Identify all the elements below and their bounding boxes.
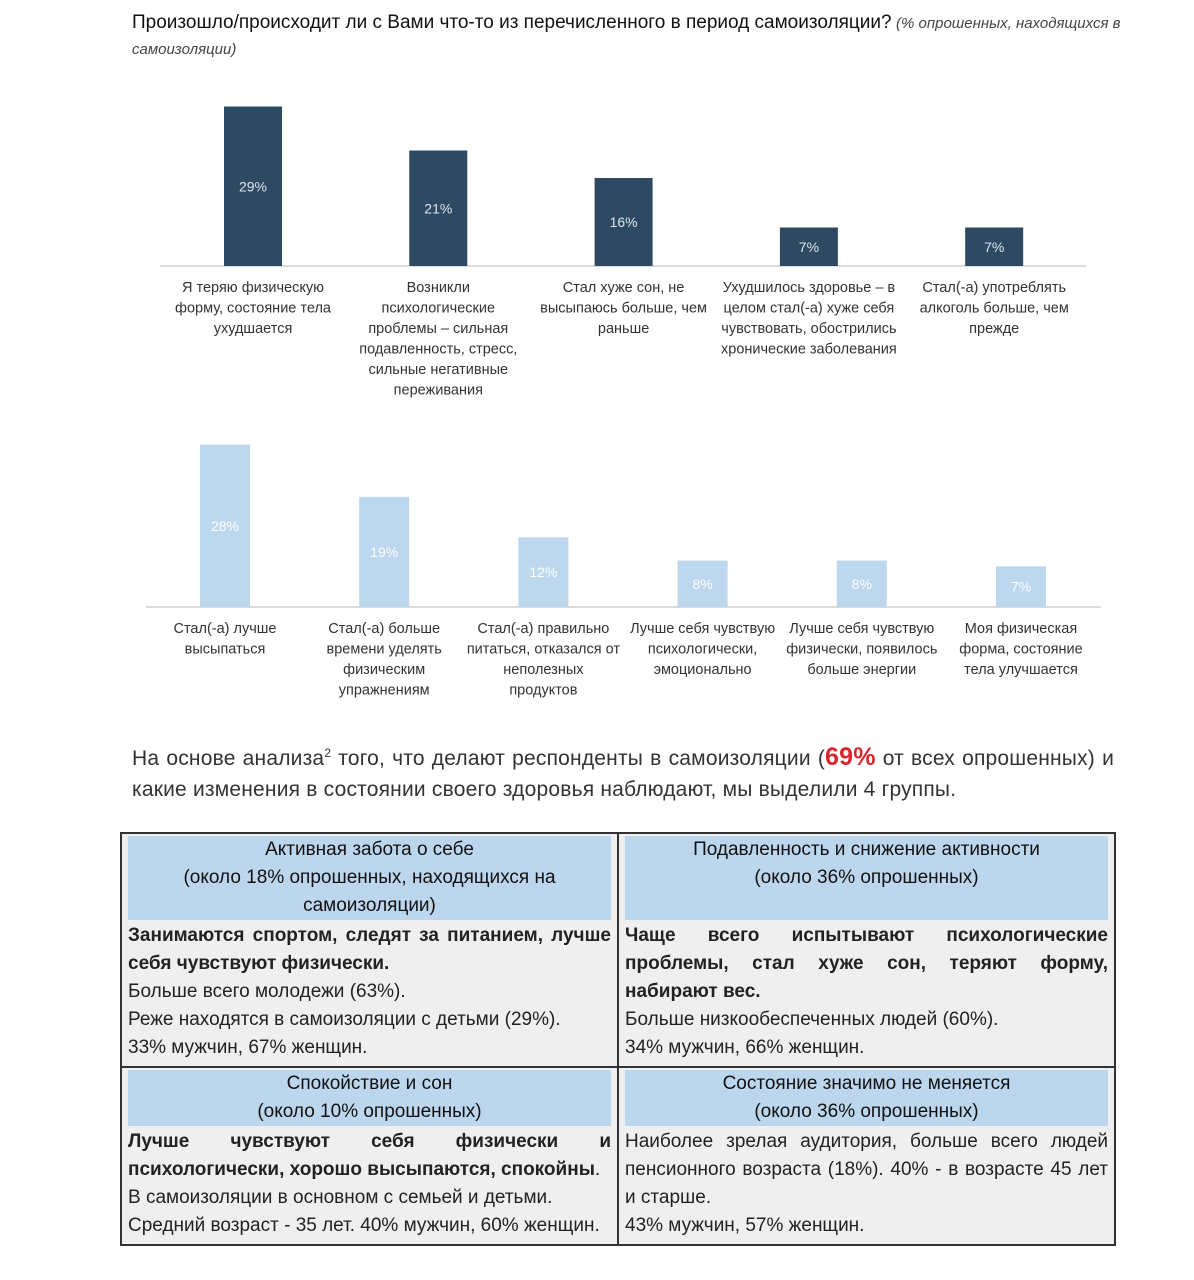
group-summary: Чаще всего испытывают психологические проблемы, стал хуже сон, теряют форму, набирают вес. [625, 925, 1108, 1002]
chart-title-main: Произошло/происходит ли с Вами что-то из перечисленного в период самоизоляции? [132, 12, 892, 33]
tick-label-line: времени уделять [326, 641, 442, 658]
groups-row-1 [121, 833, 1115, 1067]
paragraph-middle: того, что делают респонденты в самоизоляции ( [331, 747, 826, 770]
tick-label-line: психологически, [647, 641, 758, 658]
tick-label-line: чувствовать, обострились [721, 321, 897, 337]
chart-title [132, 10, 1122, 63]
tick-label-line: сильные негативные [368, 362, 509, 378]
group-detail: Реже находятся в самоизоляции с детьми (29%). [128, 1009, 561, 1030]
paragraph-highlight: 69% [825, 743, 876, 771]
data-label: 19% [370, 543, 399, 560]
tick-label-line: упражнениям [338, 682, 430, 699]
data-label: 7% [1010, 578, 1032, 595]
group-header-line: (около 10% опрошенных) [257, 1101, 482, 1122]
group-body [625, 922, 1108, 1062]
group-summary: Лучше чувствуют себя физически и психологически, хорошо высыпаются, спокойны [128, 1131, 611, 1180]
data-label: 16% [609, 214, 638, 230]
group-header-line: Подавленность и снижение активности [693, 839, 1040, 860]
tick-label-line: Лучше себя чувствую [630, 621, 776, 637]
group-header [625, 1070, 1108, 1126]
tick-label [359, 280, 517, 399]
groups-table [120, 832, 1116, 1246]
chart-title-note: (% опрошенных, находящихся в самоизоляции) [132, 15, 1121, 58]
group-detail: 43% мужчин, 57% женщин. [625, 1215, 865, 1236]
data-label: 12% [529, 564, 558, 581]
group-summary: Занимаются спортом, следят за питанием, лучше себя чувствуют физически. [128, 925, 611, 974]
group-detail: 33% мужчин, 67% женщин. [128, 1037, 368, 1058]
group-summary-tail: . [594, 1159, 601, 1180]
tick-label-line: питаться, отказался от [466, 641, 620, 658]
group-detail: 34% мужчин, 66% женщин. [625, 1037, 865, 1058]
tick-label [721, 280, 897, 358]
tick-label-line: Стал(-а) правильно [477, 621, 610, 637]
tick-label-line: больше энергии [807, 662, 917, 678]
tick-label-line: проблемы – сильная [368, 321, 509, 337]
footnote-marker: 2 [324, 746, 332, 760]
tick-label-line: раньше [597, 321, 650, 337]
tick-label [173, 621, 276, 658]
group-header-line: Спокойствие и сон [286, 1073, 453, 1094]
tick-label [959, 621, 1082, 678]
data-label: 8% [692, 575, 713, 592]
tick-label-line: алкоголь больше, чем [919, 300, 1069, 317]
group-body [128, 1128, 611, 1240]
tick-label-line: Возникли [406, 280, 471, 296]
data-label: 28% [210, 517, 240, 534]
tick-label [540, 280, 707, 337]
paragraph-before: На основе анализа [132, 747, 325, 770]
groups-row-2 [121, 1067, 1115, 1245]
tick-label-line: целом стал(-а) хуже себя [723, 300, 895, 317]
tick-label [920, 280, 1069, 337]
data-label: 8% [851, 575, 872, 592]
analysis-paragraph [132, 738, 1114, 805]
tick-label-line: переживания [393, 382, 483, 399]
tick-label [467, 621, 621, 699]
data-label: 7% [984, 238, 1005, 255]
group-body [128, 922, 611, 1062]
tick-label-line: Стал(-а) употреблять [922, 280, 1067, 296]
tick-label-line: Стал хуже сон, не [562, 280, 685, 296]
data-label: 7% [798, 238, 820, 255]
group-header-line: Состояние значимо не меняется [722, 1073, 1011, 1094]
group-detail: Средний возраст - 35 лет. 40% мужчин, 60% женщин. [128, 1215, 600, 1236]
positive-changes-bar-chart [0, 420, 1194, 720]
tick-label [327, 621, 442, 699]
tick-label-line: высыпаюсь больше, чем [540, 300, 708, 317]
tick-label [786, 621, 937, 678]
tick-label-line: тела улучшается [964, 662, 1078, 678]
group-header-line: Активная забота о себе [265, 839, 474, 860]
tick-label-line: Лучше себя чувствую [789, 621, 935, 637]
group-body [625, 1128, 1108, 1240]
tick-label-line: ухудшается [213, 321, 293, 337]
tick-label-line: продуктов [509, 682, 578, 699]
tick-label-line: высыпаться [184, 641, 266, 658]
group-header [128, 1070, 611, 1126]
tick-label [630, 621, 775, 678]
tick-label-line: форму, состояние тела [175, 300, 331, 317]
group-header [625, 836, 1108, 920]
tick-label-line: физически, появилось [786, 641, 938, 658]
group-header-line: (около 36% опрошенных) [754, 1101, 979, 1122]
tick-label-line: Стал(-а) больше [328, 621, 441, 637]
group-detail: Больше низкообеспеченных людей (60%). [625, 1009, 999, 1030]
tick-label-line: Я теряю физическую [182, 280, 324, 296]
group-depression [618, 833, 1115, 1067]
tick-label-line: эмоционально [653, 662, 752, 678]
tick-label-line: подавленность, стресс, [359, 341, 518, 358]
group-header-line: (около 36% опрошенных) [754, 867, 979, 888]
tick-label-line: Стал(-а) лучше [173, 621, 277, 637]
tick-label-line: форма, состояние [959, 641, 1083, 658]
group-header [128, 836, 611, 920]
tick-label-line: Ухудшилось здоровье – в [722, 280, 896, 296]
tick-label-line: физическим [343, 662, 426, 678]
group-active-care [121, 833, 618, 1067]
group-detail: Больше всего молодежи (63%). [128, 981, 406, 1002]
group-header-line: самоизоляции) [303, 895, 436, 916]
group-header-line: (около 18% опрошенных, находящихся на [183, 867, 556, 888]
tick-label [175, 280, 332, 337]
tick-label-line: Моя физическая [964, 621, 1078, 637]
tick-label-line: психологические [381, 300, 496, 317]
paragraph-after: от всех опрошенных) и какие изменения в состоянии своего здоровья наблюдают, мы выделили 4 группы. [132, 747, 1114, 801]
tick-label-line: хронические заболевания [721, 341, 897, 358]
data-label: 21% [424, 200, 453, 217]
group-calm-sleep [121, 1067, 618, 1245]
tick-label-line: прежде [969, 321, 1020, 337]
group-detail: Наиболее зрелая аудитория, больше всего людей пенсионного возраста (18%). 40% - в возрасте 45 лет и старше. [625, 1131, 1108, 1208]
negative-changes-bar-chart [0, 60, 1194, 420]
tick-label-line: неполезных [503, 662, 584, 678]
group-detail: В самоизоляции в основном с семьей и детьми. [128, 1187, 553, 1208]
data-label: 29% [238, 178, 268, 195]
group-no-change [618, 1067, 1115, 1245]
